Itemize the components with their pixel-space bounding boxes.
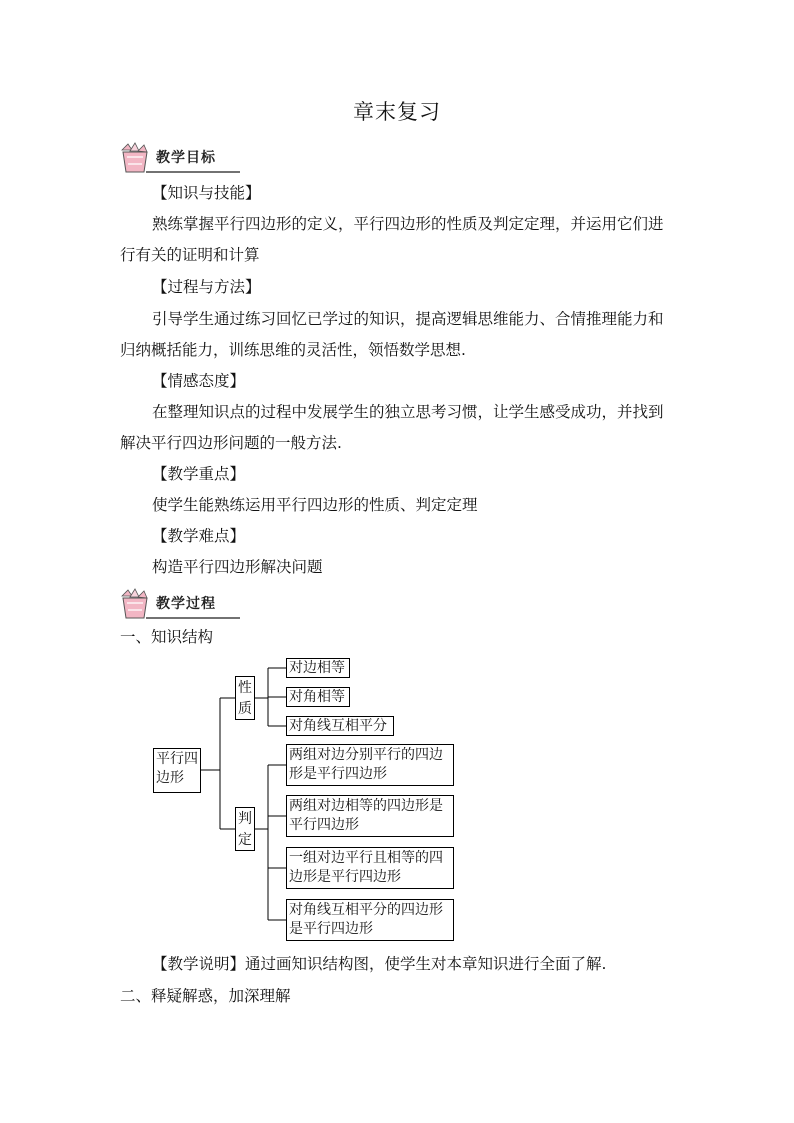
key-heading: 【教学重点】 [152, 465, 246, 483]
part2-heading: 二、释疑解惑，加深理解 [120, 987, 291, 1005]
criteria-node: 判定 [235, 807, 255, 851]
criteria-item: 两组对边相等的四边形是平行四边形 [286, 795, 454, 837]
property-item: 对角相等 [286, 687, 350, 707]
teaching-note-label: 【教学说明】 [152, 955, 246, 973]
emotion-heading: 【情感态度】 [152, 372, 246, 390]
process-heading: 【过程与方法】 [152, 278, 261, 296]
criteria-item: 对角线互相平分的四边形是平行四边形 [286, 899, 454, 941]
key-text: 使学生能熟练运用平行四边形的性质、判定定理 [152, 496, 478, 514]
properties-node: 性质 [235, 676, 255, 720]
difficulty-text: 构造平行四边形解决问题 [152, 558, 323, 576]
emotion-text: 在整理知识点的过程中发展学生的独立思考习惯，让学生感受成功，并找到 [152, 403, 664, 421]
banner-label: 教学过程 [156, 596, 216, 612]
process-text: 引导学生通过练习回忆已学过的知识，提高逻辑思维能力、合情推理能力和 [152, 310, 664, 328]
knowledge-heading: 【知识与技能】 [152, 184, 261, 202]
difficulty-heading: 【教学难点】 [152, 527, 246, 545]
banner-label: 教学目标 [156, 150, 216, 166]
teaching-note-text: 通过画知识结构图，使学生对本章知识进行全面了解. [245, 955, 607, 973]
teaching-note [152, 954, 606, 974]
root-node: 平行四边形 [153, 748, 201, 793]
knowledge-text-cont: 行有关的证明和计算 [120, 246, 260, 264]
criteria-item: 一组对边平行且相等的四边形是平行四边形 [286, 847, 454, 889]
criteria-item: 两组对边分别平行的四边形是平行四边形 [286, 744, 454, 786]
emotion-text-cont: 解决平行四边形问题的一般方法. [120, 434, 342, 452]
property-item: 对角线互相平分 [286, 716, 394, 736]
process-text-cont: 归纳概括能力，训练思维的灵活性，领悟数学思想. [120, 341, 466, 359]
property-item: 对边相等 [286, 658, 350, 678]
knowledge-text: 熟练掌握平行四边形的定义，平行四边形的性质及判定定理，并运用它们进 [152, 215, 664, 233]
page-title: 章末复习 [353, 100, 441, 124]
part1-heading: 一、知识结构 [120, 628, 214, 646]
